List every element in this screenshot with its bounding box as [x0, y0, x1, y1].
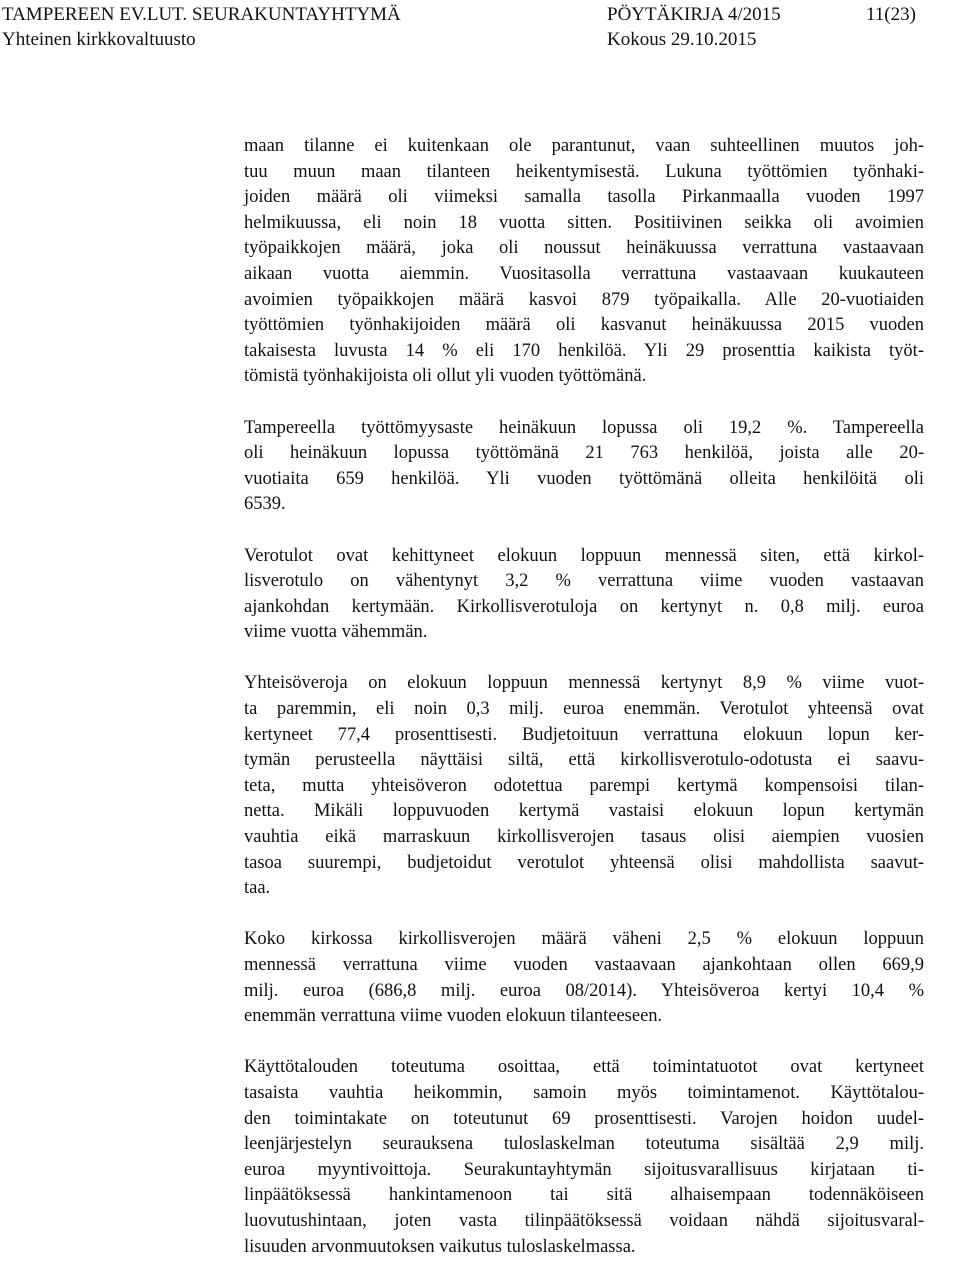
paragraph-line: aikaan vuotta aiemmin. Vuositasolla verrattuna vastaavaan kuukauteen [244, 263, 924, 284]
paragraph-line: tuu muun maan tilanteen heikentymisestä. Lukuna työttömien työnhaki- [244, 161, 924, 182]
paragraph-line: netta. Mikäli loppuvuoden kertymä vastaisi elokuun lopun kertymän [244, 801, 924, 822]
paragraph-line: Verotulot ovat kehittyneet elokuun loppuun mennessä siten, että kirkol- [244, 545, 924, 566]
paragraph-line: ta paremmin, eli noin 0,3 milj. euroa enemmän. Verotulot yhteensä ovat [244, 699, 924, 720]
paragraph-line: Yhteisöveroja on elokuun loppuun mennessä kertynyt 8,9 % viime vuot- [244, 673, 924, 694]
paragraph-line: tasoa suurempi, budjetoidut verotulot yhteensä olisi mahdollista saavut- [244, 852, 924, 873]
paragraph-line: Tampereella työttömyysaste heinäkuun lopussa oli 19,2 %. Tampereella [244, 417, 924, 438]
paragraph-line: tymän perusteella näyttäisi siltä, että kirkollisverotulo-odotusta ei saavu- [244, 750, 924, 771]
body-paragraph [244, 416, 924, 518]
paragraph-line: mennessä verrattuna viime vuoden vastaavaan ajankohtaan ollen 669,9 [244, 955, 924, 975]
council-name: Yhteinen kirkkovaltuusto [2, 29, 196, 50]
paragraph-line: lisverotulo on vähentynyt 3,2 % verrattuna viime vuoden vastaavan [244, 571, 924, 592]
paragraph-line: euroa myyntivoittoja. Seurakuntayhtymän sijoitusvarallisuus kirjataan ti- [244, 1159, 924, 1180]
body-paragraph [244, 671, 924, 901]
paragraph-line: teta, mutta yhteisöveron odotettua parempi kertymä kompensoisi tilan- [244, 775, 924, 796]
paragraph-line: Koko kirkossa kirkollisverojen määrä väheni 2,5 % elokuun loppuun [244, 929, 924, 950]
paragraph-line: vuotiaita 659 henkilöä. Yli vuoden työttömänä olleita henkilöitä oli [244, 468, 924, 489]
document-title: PÖYTÄKIRJA 4/2015 [607, 4, 781, 25]
paragraph-line: oli heinäkuun lopussa työttömänä 21 763 henkilöä, joista alle 20- [244, 443, 924, 464]
paragraph-line: kertyneet 77,4 prosenttisesti. Budjetoituun verrattuna elokuun lopun ker- [244, 724, 924, 745]
paragraph-line: enemmän verrattuna viime vuoden elokuun tilanteeseen. [244, 1006, 663, 1027]
paragraph-line: vauhtia eikä marraskuun kirkollisverojen tasaus olisi aiempien vuosien [244, 827, 924, 848]
paragraph-line: helmikuussa, eli noin 18 vuotta sitten. Positiivinen seikka oli avoimien [244, 212, 924, 233]
paragraph-line: työttömien työnhakijoiden määrä oli kasvanut heinäkuussa 2015 vuoden [244, 315, 924, 336]
paragraph-line: 6539. [244, 494, 286, 515]
paragraph-line: viime vuotta vähemmän. [244, 622, 428, 643]
meeting-date: Kokous 29.10.2015 [607, 29, 757, 50]
paragraph-line: joiden määrä oli viimeksi samalla tasolla Pirkanmaalla vuoden 1997 [244, 187, 924, 208]
document-body [244, 134, 924, 1286]
document-header-bottom [0, 27, 960, 53]
paragraph-line: milj. euroa (686,8 milj. euroa 08/2014). Yhteisöveroa kertyi 10,4 % [244, 980, 924, 1001]
paragraph-line: linpäätöksessä hankintamenoon tai sitä alhaisempaan todennäköiseen [244, 1185, 924, 1206]
organization-name: TAMPEREEN EV.LUT. SEURAKUNTAYHTYMÄ [2, 4, 401, 25]
paragraph-line: lisuuden arvonmuutoksen vaikutus tuloslaskelmassa. [244, 1236, 636, 1257]
paragraph-line: ajankohdan kertymään. Kirkollisverotuloja on kertynyt n. 0,8 milj. euroa [244, 596, 924, 617]
paragraph-line: takaisesta luvusta 14 % eli 170 henkilöä. Yli 29 prosenttia kaikista työt- [244, 340, 924, 361]
paragraph-line: maan tilanne ei kuitenkaan ole parantunut, vaan suhteellinen muutos joh- [244, 136, 924, 156]
paragraph-line: avoimien työpaikkojen määrä kasvoi 879 työpaikalla. Alle 20-vuotiaiden [244, 289, 924, 310]
body-paragraph [244, 544, 924, 646]
paragraph-line: den toimintakate on toteutunut 69 prosenttisesti. Varojen hoidon uudel- [244, 1108, 924, 1129]
body-paragraph [244, 134, 924, 390]
body-paragraph [244, 927, 924, 1029]
paragraph-line: Käyttötalouden toteutuma osoittaa, että toimintatuotot ovat kertyneet [244, 1057, 924, 1078]
paragraph-line: työpaikkojen määrä, joka oli noussut heinäkuussa verrattuna vastaavaan [244, 238, 924, 259]
page-number: 11(23) [866, 4, 916, 25]
paragraph-line: taa. [244, 878, 271, 899]
body-paragraph [244, 1055, 924, 1260]
paragraph-line: tasaista vauhtia heikommin, samoin myös toimintamenot. Käyttötalou- [244, 1082, 924, 1103]
paragraph-line: luovutushintaan, joten vasta tilinpäätöksessä voidaan nähdä sijoitusvaral- [244, 1210, 924, 1231]
paragraph-line: tömistä työnhakijoista oli ollut yli vuoden työttömänä. [244, 366, 647, 387]
paragraph-line: leenjärjestelyn seurauksena tuloslaskelman toteutuma sisältää 2,9 milj. [244, 1134, 924, 1155]
document-header-top [0, 2, 960, 28]
